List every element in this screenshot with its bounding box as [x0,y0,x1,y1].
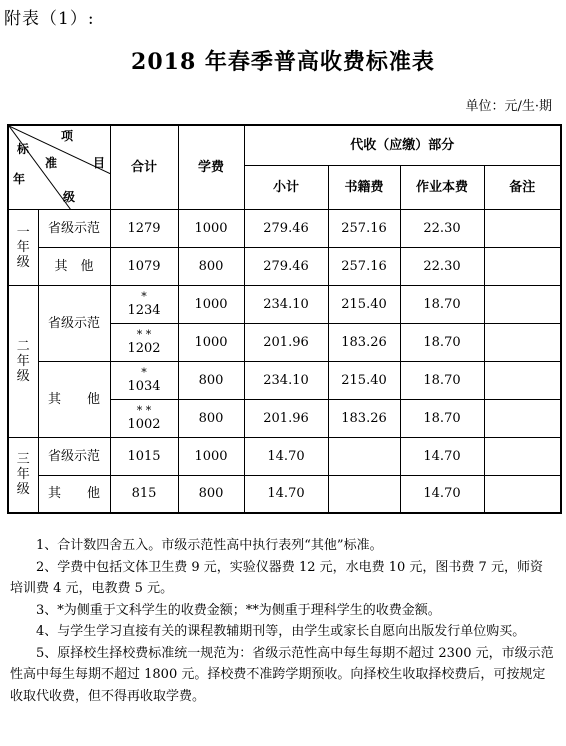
tuition-cell: 800 [178,475,244,513]
workbook-cell: 14.70 [400,437,484,475]
remark-cell [484,323,561,361]
corner-label-left-bottom: 年 [13,172,26,186]
category-cell: 其 他 [38,247,110,285]
subtotal-cell: 201.96 [244,323,328,361]
col-header-total: 合计 [110,125,178,209]
corner-label-left-mid: 准 [45,156,58,170]
asterisk-mark: * * [136,327,152,341]
tuition-cell: 800 [178,247,244,285]
category-cell: 省级示范 [38,437,110,475]
col-header-group: 代收（应缴）部分 [244,125,561,165]
books-cell: 257.16 [328,247,400,285]
remark-cell [484,437,561,475]
books-cell [328,475,400,513]
asterisk-mark: * * [136,403,152,417]
note-item: 5、原择校生择校费标准统一规范为：省级示范性高中每生每期不超过 2300 元，市级示范性高中每生每期不超过 1800 元。择校费不准跨学期预收。向择校生收取择校费后，可按规定收取代收费，但不得再收取学费。 [10,645,554,704]
category-cell: 其 他 [38,361,110,437]
corner-label-left-top: 标 [17,142,30,156]
subtotal-cell: 279.46 [244,209,328,247]
unit-label: 单位：元/生·期 [465,99,552,114]
books-cell: 215.40 [328,361,400,399]
total-cell: 1079 [110,247,178,285]
tuition-cell: 1000 [178,209,244,247]
workbook-cell: 22.30 [400,209,484,247]
total-cell: 1015 [110,437,178,475]
total-cell: * * 1202 [110,323,178,361]
workbook-cell: 18.70 [400,323,484,361]
subtotal-cell: 201.96 [244,399,328,437]
remark-cell [484,475,561,513]
table-row [8,437,561,475]
workbook-cell: 18.70 [400,285,484,323]
note-item: 4、与学生学习直接有关的课程教辅期刊等，由学生或家长自愿向出版发行单位购买。 [36,624,526,639]
annex-label: 附表（1）: [4,9,95,29]
tuition-cell: 1000 [178,323,244,361]
tuition-cell: 1000 [178,285,244,323]
note-item: 2、学费中包括文体卫生费 9 元，实验仪器费 12 元，水电费 10 元，图书费 7 元，师资培训费 4 元，电教费 5 元。 [10,559,543,596]
table-row [8,209,561,247]
total-cell: 815 [110,475,178,513]
subtotal-cell: 14.70 [244,475,328,513]
tuition-cell: 800 [178,361,244,399]
tuition-cell: 1000 [178,437,244,475]
subtotal-cell: 234.10 [244,285,328,323]
workbook-cell: 14.70 [400,475,484,513]
col-header-tuition: 学费 [178,125,244,209]
workbook-cell: 18.70 [400,361,484,399]
asterisk-mark: * [141,365,147,379]
category-cell: 其 他 [38,475,110,513]
tuition-cell: 800 [178,399,244,437]
remark-cell [484,247,561,285]
table-row [8,361,561,399]
total-cell: * 1034 [110,361,178,399]
workbook-cell: 22.30 [400,247,484,285]
note-item: 3、*为侧重于文科学生的收费金额；**为侧重于理科学生的收费金额。 [36,602,441,618]
grade-label: 一 年 级 [8,209,38,285]
remark-cell [484,285,561,323]
subtotal-cell: 234.10 [244,361,328,399]
remark-cell [484,361,561,399]
total-cell: 1279 [110,209,178,247]
asterisk-mark: * [141,289,147,303]
category-cell: 省级示范 [38,209,110,247]
books-cell [328,437,400,475]
corner-label-top: 项 [61,129,74,143]
category-cell: 省级示范 [38,285,110,361]
books-cell: 183.26 [328,323,400,361]
note-item: 1、合计数四舍五入。市级示范性高中执行表列“其他”标准。 [36,538,383,553]
table-row [8,247,561,285]
table-row [8,475,561,513]
subtotal-cell: 279.46 [244,247,328,285]
page-title: 2018 年春季普高收费标准表 [131,49,435,75]
notes-section [10,535,555,707]
total-cell: * 1234 [110,285,178,323]
corner-header-cell [8,125,110,209]
remark-cell [484,209,561,247]
col-header-books: 书籍费 [328,165,400,209]
col-header-remark: 备注 [484,165,561,209]
grade-label: 二 年 级 [8,285,38,437]
corner-label-bottom: 级 [63,190,76,204]
corner-label-right: 目 [93,156,106,170]
total-cell: * * 1002 [110,399,178,437]
books-cell: 215.40 [328,285,400,323]
books-cell: 183.26 [328,399,400,437]
col-header-workbook: 作业本费 [400,165,484,209]
table-row [8,285,561,323]
fee-table [7,124,562,514]
remark-cell [484,399,561,437]
col-header-subtotal: 小计 [244,165,328,209]
subtotal-cell: 14.70 [244,437,328,475]
grade-label: 三 年 级 [8,437,38,513]
books-cell: 257.16 [328,209,400,247]
workbook-cell: 18.70 [400,399,484,437]
